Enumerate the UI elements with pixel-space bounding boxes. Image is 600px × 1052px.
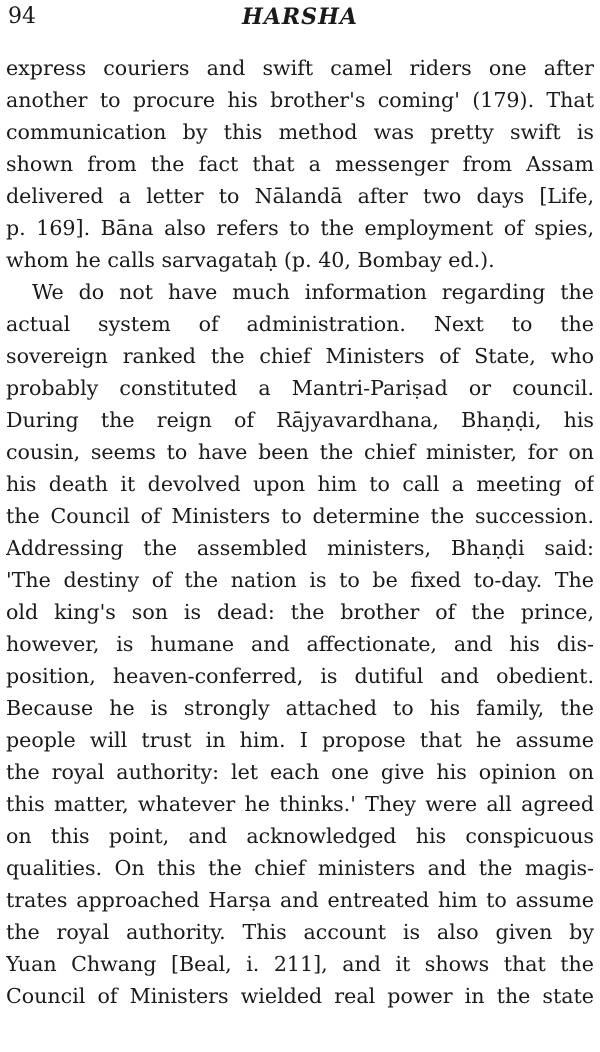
text-line: on this point, and acknowledged his conspicuous: [6, 824, 594, 848]
text-line: position, heaven-conferred, is dutiful and obedient.: [6, 664, 594, 688]
text-line: communication by this method was pretty swift is: [6, 120, 594, 144]
text-line: the Council of Ministers to determine the succession.: [6, 504, 594, 528]
page-number: 94: [8, 4, 36, 29]
text-line: We do not have much information regarding the: [32, 280, 594, 304]
text-line: cousin, seems to have been the chief minister, for on: [6, 440, 594, 464]
text-line: whom he calls sarvagataḥ (p. 40, Bombay ed.).: [6, 248, 495, 272]
text-line: another to procure his brother's coming' (179). That: [6, 88, 594, 112]
text-line: During the reign of Rājyavardhana, Bhaṇḍi, his: [6, 408, 594, 432]
text-line: this matter, whatever he thinks.' They were all agreed: [6, 792, 594, 816]
text-line: delivered a letter to Nālandā after two days [Life,: [6, 184, 594, 208]
text-line: old king's son is dead: the brother of the prince,: [6, 600, 594, 624]
text-line: actual system of administration. Next to the: [6, 312, 594, 336]
text-line: trates approached Harṣa and entreated him to assume: [6, 888, 594, 912]
page-header: [8, 2, 592, 36]
text-line: the royal authority. This account is also given by: [6, 920, 594, 944]
running-title: HARSHA: [242, 4, 358, 30]
text-line: 'The destiny of the nation is to be fixed to-day. The: [6, 568, 594, 592]
text-line: probably constituted a Mantri-Pariṣad or council.: [6, 376, 594, 400]
text-line: qualities. On this the chief ministers and the magis-: [6, 856, 594, 880]
text-line: express couriers and swift camel riders one after: [6, 56, 594, 80]
body-text: [6, 52, 594, 1012]
paragraph: [6, 52, 594, 276]
text-line: Addressing the assembled ministers, Bhaṇḍi said:: [6, 536, 594, 560]
text-line: Yuan Chwang [Beal, i. 211], and it shows that the: [6, 952, 594, 976]
text-line: his death it devolved upon him to call a meeting of: [6, 472, 594, 496]
text-line: people will trust in him. I propose that he assume: [6, 728, 594, 752]
text-line: shown from the fact that a messenger from Assam: [6, 152, 594, 176]
paragraph: [6, 276, 594, 1012]
text-line: p. 169]. Bāna also refers to the employment of spies,: [6, 216, 594, 240]
text-line: however, is humane and affectionate, and his dis-: [6, 632, 594, 656]
text-line: Because he is strongly attached to his family, the: [6, 696, 594, 720]
text-line: sovereign ranked the chief Ministers of State, who: [6, 344, 594, 368]
text-line: the royal authority: let each one give his opinion on: [6, 760, 594, 784]
text-line: Council of Ministers wielded real power in the state: [6, 984, 594, 1008]
